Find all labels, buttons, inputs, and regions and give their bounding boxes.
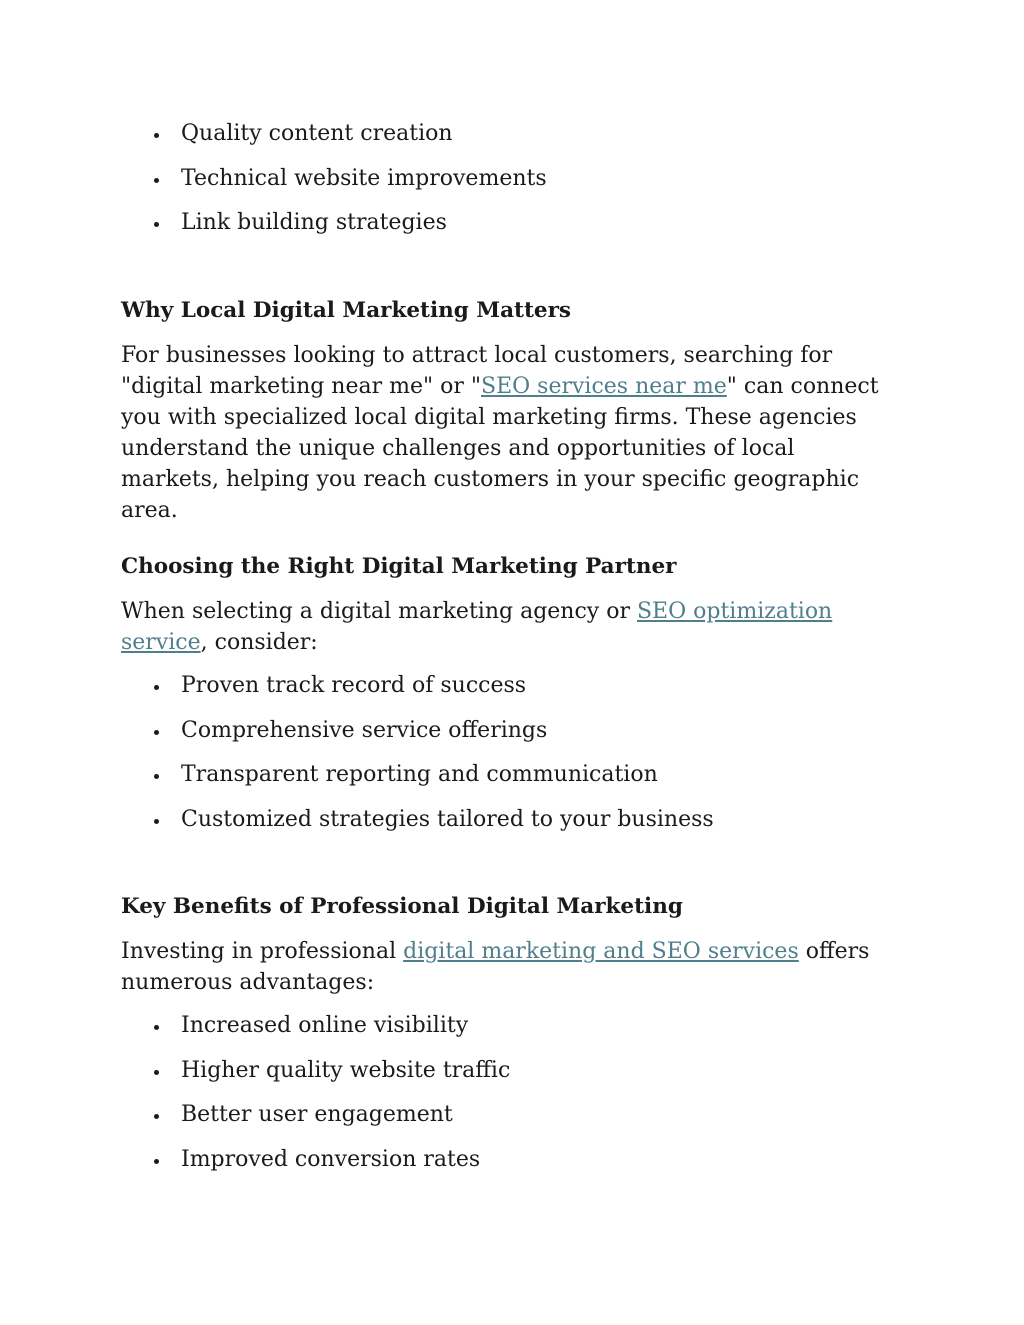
benefits-paragraph-block bbox=[121, 936, 881, 998]
list-item-text: Increased online visibility bbox=[181, 1013, 469, 1038]
list-item-text: Better user engagement bbox=[181, 1102, 453, 1127]
local-paragraph: For businesses looking to attract local customers, searching for "digital marketing near me" or "SEO services near me" can connect you with specialized local digital marketing firms. These agencies understand the unique challenges and opportunities of local markets, helping you reach customers in your specific geographic area. bbox=[121, 343, 879, 523]
list-item-text: Quality content creation bbox=[181, 121, 453, 146]
list-item-text: Customized strategies tailored to your business bbox=[181, 806, 714, 832]
list-item bbox=[121, 208, 881, 238]
list-item bbox=[121, 164, 881, 194]
seo-services-near-me-link[interactable]: SEO services near me bbox=[481, 374, 727, 399]
section-heading: Choosing the Right Digital Marketing Partner bbox=[121, 554, 677, 579]
benefits-section bbox=[121, 892, 881, 922]
local-section bbox=[121, 296, 881, 326]
list-item-text: Technical website improvements bbox=[181, 165, 547, 191]
list-item bbox=[121, 716, 881, 746]
bullet-icon bbox=[154, 774, 159, 779]
seo-optimization-service-link[interactable]: SEO optimization service bbox=[121, 599, 833, 655]
intro-list-block bbox=[121, 119, 881, 253]
partner-paragraph-block bbox=[121, 596, 881, 658]
bullet-icon bbox=[154, 222, 159, 227]
list-item bbox=[121, 1145, 881, 1175]
list-item-text: Improved conversion rates bbox=[181, 1146, 481, 1172]
partner-list bbox=[121, 671, 881, 835]
list-item-text: Higher quality website traffic bbox=[181, 1057, 511, 1083]
list-item bbox=[121, 671, 881, 701]
bullet-icon bbox=[154, 730, 159, 735]
benefits-paragraph: Investing in professional digital marketing and SEO services offers numerous advantages: bbox=[121, 939, 870, 995]
list-item bbox=[121, 760, 881, 790]
intro-list bbox=[121, 119, 881, 238]
list-item bbox=[121, 805, 881, 835]
bullet-icon bbox=[154, 1025, 159, 1030]
bullet-icon bbox=[154, 819, 159, 824]
digital-marketing-seo-services-link[interactable]: digital marketing and SEO services bbox=[403, 939, 799, 964]
section-heading: Key Benefits of Professional Digital Marketing bbox=[121, 894, 683, 919]
bullet-icon bbox=[154, 178, 159, 183]
list-item bbox=[121, 1056, 881, 1086]
partner-paragraph: When selecting a digital marketing agency or SEO optimization service, consider: bbox=[121, 599, 833, 655]
bullet-icon bbox=[154, 133, 159, 138]
list-item bbox=[121, 119, 881, 149]
partner-list-block bbox=[121, 671, 881, 849]
list-item-text: Proven track record of success bbox=[181, 673, 527, 698]
list-item-text: Link building strategies bbox=[181, 210, 447, 235]
list-item-text: Comprehensive service offerings bbox=[181, 717, 548, 743]
section-heading: Why Local Digital Marketing Matters bbox=[121, 298, 571, 323]
bullet-icon bbox=[154, 1070, 159, 1075]
list-item bbox=[121, 1011, 881, 1041]
partner-section bbox=[121, 552, 881, 582]
bullet-icon bbox=[154, 685, 159, 690]
list-item-text: Transparent reporting and communication bbox=[181, 762, 658, 787]
list-item bbox=[121, 1100, 881, 1130]
benefits-list bbox=[121, 1011, 881, 1175]
benefits-list-block bbox=[121, 1011, 881, 1189]
bullet-icon bbox=[154, 1114, 159, 1119]
bullet-icon bbox=[154, 1159, 159, 1164]
local-paragraph-block bbox=[121, 340, 881, 526]
